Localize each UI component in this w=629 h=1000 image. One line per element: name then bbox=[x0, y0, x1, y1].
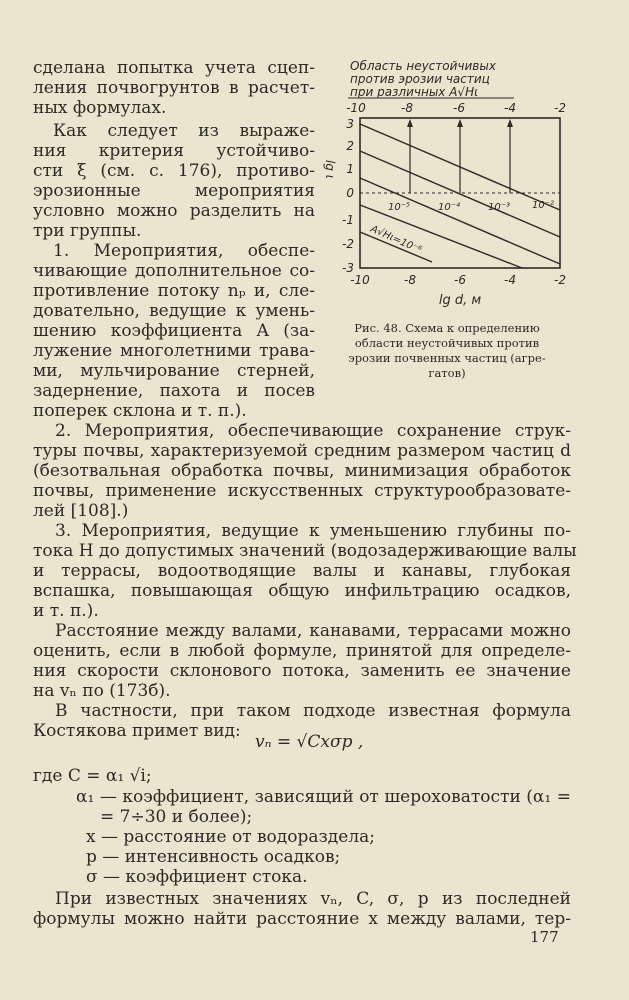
text-line: формулы можно найти расстояние x между валами, тер- bbox=[33, 909, 571, 929]
figure-48-chart bbox=[312, 48, 582, 318]
top-tick-label: -8 bbox=[401, 101, 413, 115]
text-line: Костякова примет вид: bbox=[33, 721, 241, 741]
y-axis-label: lg ι bbox=[323, 160, 337, 179]
text-line: противление потоку nₚ и, сле- bbox=[33, 281, 315, 301]
bottom-tick-label: -6 bbox=[454, 273, 466, 287]
text-line: тока H до допустимых значений (водозадерживающие валы bbox=[33, 541, 577, 561]
top-tick-label: -4 bbox=[504, 101, 516, 115]
text-line: ления почвогрунтов в расчет- bbox=[33, 78, 315, 98]
figure-header-line: Область неустойчивых bbox=[350, 59, 496, 73]
bottom-tick-label: -8 bbox=[404, 273, 416, 287]
text-line: на vₙ по (173б). bbox=[33, 681, 171, 701]
text-line: Расстояние между валами, канавами, террасами можно bbox=[55, 621, 571, 641]
text-line: и террасы, водоотводящие валы и канавы, глубокая bbox=[33, 561, 571, 581]
text-line: эрозионные мероприятия bbox=[33, 181, 315, 201]
caption-line: области неустойчивых против bbox=[354, 336, 540, 350]
y-tick-label: 2 bbox=[346, 139, 354, 153]
page-number: 177 bbox=[530, 928, 559, 946]
text-line: задернение, пахота и посев bbox=[33, 381, 315, 401]
line-label: 10⁻² bbox=[532, 200, 555, 211]
y-tick-label: -3 bbox=[342, 261, 354, 275]
text-line: почвы, применение искусственных структурообразовате- bbox=[33, 481, 571, 501]
text-line: сти ξ (см. с. 176), противо- bbox=[33, 161, 315, 181]
definition-line: σ — коэффициент стока. bbox=[86, 867, 308, 887]
figure-header-line: против эрозии частиц bbox=[350, 72, 490, 86]
definition-line: p — интенсивность осадков; bbox=[86, 847, 341, 867]
text-line: три группы. bbox=[33, 221, 142, 241]
definition-line: = 7÷30 и более); bbox=[100, 807, 253, 827]
top-tick-label: -10 bbox=[346, 101, 366, 115]
definition-line: где C = α₁ √i; bbox=[33, 766, 152, 786]
text-line: довательно, ведущие к умень- bbox=[33, 301, 315, 321]
text-line: При известных значениях vₙ, C, σ, p из последней bbox=[55, 889, 571, 909]
text-line: ми, мульчирование стерней, bbox=[33, 361, 315, 381]
y-tick-label: 1 bbox=[346, 162, 354, 176]
text-line: ных формулах. bbox=[33, 98, 167, 118]
bottom-tick-label: -4 bbox=[504, 273, 516, 287]
top-tick-label: -6 bbox=[453, 101, 465, 115]
text-line: 1. Мероприятия, обеспе- bbox=[53, 241, 315, 261]
text-line: ния скорости склонового потока, заменить ее значение bbox=[33, 661, 571, 681]
text-line: В частности, при таком подходе известная формула bbox=[55, 701, 571, 721]
bottom-tick-label: -2 bbox=[554, 273, 566, 287]
text-line: условно можно разделить на bbox=[33, 201, 315, 221]
text-line: вспашка, повышающая общую инфильтрацию осадков, bbox=[33, 581, 571, 601]
figure-header-line: при различных A√Hι bbox=[350, 85, 479, 99]
text-line: лужение многолетними трава- bbox=[33, 341, 315, 361]
text-line: 3. Мероприятия, ведущие к уменьшению глубины по- bbox=[55, 521, 571, 541]
line-label: 10⁻⁴ bbox=[438, 202, 461, 213]
text-line: лей [108].) bbox=[33, 501, 129, 521]
figure-caption bbox=[327, 321, 567, 381]
line-label: 10⁻⁵ bbox=[388, 202, 411, 213]
top-tick-label: -2 bbox=[554, 101, 566, 115]
text-line: туры почвы, характеризуемой средним размером частиц d bbox=[33, 441, 571, 461]
definition-line: α₁ — коэффициент, зависящий от шероховатости (α₁ = bbox=[76, 787, 571, 807]
bottom-tick-label: -10 bbox=[350, 273, 370, 287]
text-line: чивающие дополнительное со- bbox=[33, 261, 315, 281]
text-line: и т. п.). bbox=[33, 601, 99, 621]
text-line: оценить, если в любой формуле, принятой для определе- bbox=[33, 641, 571, 661]
definition-line: x — расстояние от водораздела; bbox=[86, 827, 375, 847]
y-tick-label: 3 bbox=[346, 117, 354, 131]
text-line: ния критерия устойчиво- bbox=[33, 141, 315, 161]
text-line: Как следует из выраже- bbox=[53, 121, 315, 141]
caption-line: Рис. 48. Схема к определению bbox=[354, 321, 540, 335]
line-label: 10⁻³ bbox=[488, 202, 511, 213]
y-tick-label: -1 bbox=[342, 213, 354, 227]
y-tick-label: -2 bbox=[342, 237, 354, 251]
x-axis-label: lg d, м bbox=[438, 293, 482, 308]
kostyakov-formula: vₙ = √Cxσp , bbox=[255, 732, 364, 752]
line-label: A√Hι=10⁻⁶ bbox=[368, 223, 424, 256]
text-line: 2. Мероприятия, обеспечивающие сохранение струк- bbox=[55, 421, 571, 441]
text-line: (безотвальная обработка почвы, минимизация обработок bbox=[33, 461, 571, 481]
y-tick-label: 0 bbox=[346, 186, 354, 200]
caption-line: гатов) bbox=[428, 366, 466, 380]
text-line: сделана попытка учета сцеп- bbox=[33, 58, 315, 78]
text-line: поперек склона и т. п.). bbox=[33, 401, 247, 421]
text-line: шению коэффициента A (за- bbox=[33, 321, 315, 341]
caption-line: эрозии почвенных частиц (агре- bbox=[348, 351, 546, 365]
